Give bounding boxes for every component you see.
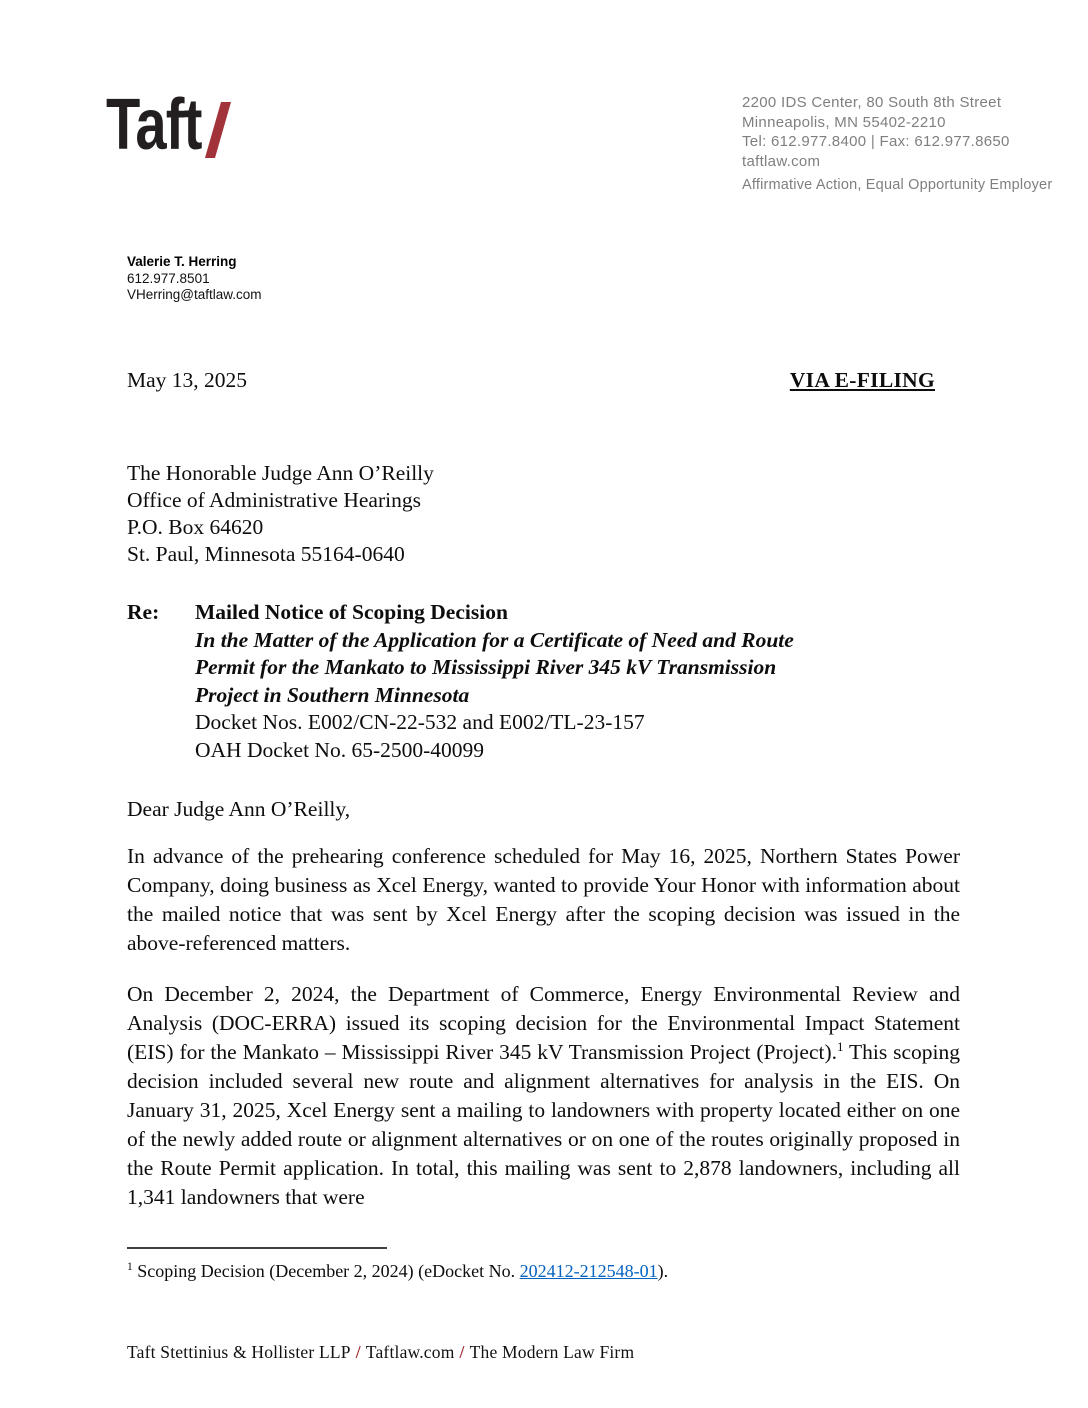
address-line: 2200 IDS Center, 80 South 8th Street [742,94,1002,111]
taft-logo-text: Taft [106,85,202,165]
taft-logo-slash-icon [205,102,231,158]
recipient-line: Office of Administrative Hearings [127,488,421,512]
page-footer [127,1342,634,1363]
case-title-line: In the Matter of the Application for a Certificate of Need and Route [195,627,794,652]
oah-docket-number: OAH Docket No. 65-2500-40099 [195,737,485,762]
body-paragraph-2 [127,980,960,1212]
re-label: Re: [127,600,160,624]
docket-numbers: Docket Nos. E002/CN-22-532 and E002/TL-23-157 [195,710,645,734]
footer-tagline: The Modern Law Firm [469,1342,635,1362]
case-title-line: Permit for the Mankato to Mississippi River 345 kV Transmission [195,655,777,679]
letter-date: May 13, 2025 [127,368,248,392]
letterhead-address [742,93,1010,171]
footnote [127,1260,967,1283]
address-line: Tel: 612.977.8400 | Fax: 612.977.8650 [742,133,1010,150]
attorney-email: VHerring@taftlaw.com [127,287,262,302]
footer-firm-name: Taft Stettinius & Hollister LLP [127,1342,351,1362]
paragraph-text: On December 2, 2024, the Department of Commerce, Energy Environmental Review and Analysis (DOC-ERRA) issued its scoping decision for the Environmental Impact Statement (EIS) for the Mankato – Mississippi River 345 kV Transmission Project (Project). [127,982,960,1064]
footnote-text: ). [657,1261,669,1281]
eeo-statement: Affirmative Action, Equal Opportunity Employer [742,177,1053,193]
footnote-reference: 1 [837,1038,844,1054]
re-block [127,599,967,764]
salutation: Dear Judge Ann O’Reilly, [127,797,351,821]
case-title-line: Project in Southern Minnesota [195,682,470,707]
footer-website: Taftlaw.com [365,1342,455,1362]
attorney-name: Valerie T. Herring [127,254,237,269]
recipient-line: St. Paul, Minnesota 55164-0640 [127,542,405,566]
body-paragraph-1: In advance of the prehearing conference scheduled for May 16, 2025, Northern States Power Company, doing business as Xcel Energy, wanted to provide Your Honor with information about the mailed notice that was sent by Xcel Energy after the scoping decision was issued in the above-referenced matters. [127,844,960,955]
address-line: Minneapolis, MN 55402-2210 [742,113,946,131]
footnote-text: Scoping Decision (December 2, 2024) (eDocket No. [132,1261,520,1281]
footnote-marker: 1 [127,1261,133,1273]
re-subject: Mailed Notice of Scoping Decision [195,600,508,624]
taft-logo [106,85,286,165]
footer-slash-icon: / [355,1342,361,1362]
paragraph-text: This scoping decision included several new route and alignment alternatives for analysis in the EIS. On January 31, 2025, Xcel Energy sent a mailing to landowners with property located either on one of the newly added route or alignment alternatives or on one of the routes originally proposed in the Route Permit application. In total, this mailing was sent to 2,878 landowners, including all 1,341 landowners that were [127,1040,961,1209]
delivery-method: VIA E-FILING [789,368,935,392]
recipient-address-block [127,460,434,568]
edocket-link[interactable]: 202412-212548-01 [519,1261,658,1281]
recipient-line: P.O. Box 64620 [127,515,264,539]
footer-slash-icon: / [459,1342,465,1362]
attorney-phone: 612.977.8501 [127,270,210,286]
re-content [195,599,967,764]
address-line-website: taftlaw.com [742,152,821,170]
footnote-separator-line [127,1247,387,1249]
attorney-contact-block [127,254,262,304]
recipient-line: The Honorable Judge Ann O’Reilly [127,461,434,485]
